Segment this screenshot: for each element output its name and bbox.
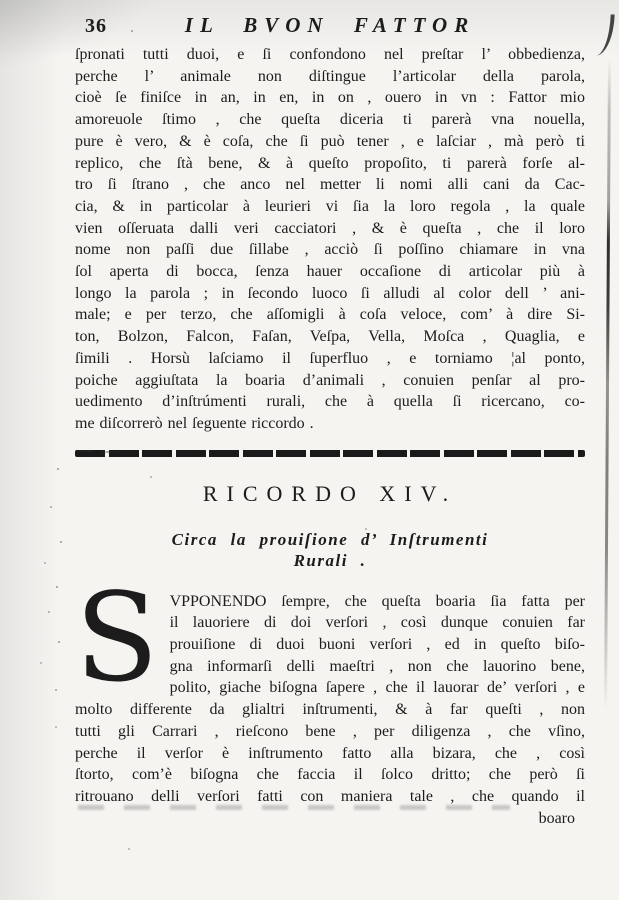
text-line: gna informarſi delli maeſtri , non che lauorino bene, <box>169 657 585 675</box>
text-line: longo la parola ; in ſecondo luoco ſi alludi al color dell ’ ani- <box>75 284 585 302</box>
text-line: ritrouano delli verſori fatti con maniera tale , che quando il <box>75 787 585 805</box>
text-line: tro ſi ſtrano , che anco nel metter li nomi alli cani da Cac- <box>75 176 585 194</box>
text-line: ſpronati tutti duoi, e ſi confondono nel preſtar l’ obbedienza, <box>75 46 585 63</box>
text-line: pure è vero, & è coſa, che ſi può tener , e laſciar , mà però ti <box>75 132 585 150</box>
text-line: perche il verſor è inſtrumento fatto alla bizara, che , così <box>75 744 585 762</box>
text-line: poiche aggiuſtata la boaria d’animali , conuien penſar al pro- <box>75 371 585 389</box>
text-line: VPPONENDO ſempre, che queſta boaria ſia fatta per <box>169 592 585 610</box>
text-line: ſol aperta di bocca, ſenza hauer occaſione di articolar più à <box>75 263 585 281</box>
section-subtitle <box>75 529 585 571</box>
text-line: prouiſione di duoi buoni verſori , ed in queſto biſo- <box>169 636 585 654</box>
catchword: boaro <box>538 809 575 827</box>
text-line: polito, giache biſogna ſapere , che il lauorar de’ verſori , e <box>169 679 585 697</box>
text-line: tutti gli Carrari , rieſcono bene , per diligenza , che vſino, <box>75 722 585 740</box>
scan-noise-specks <box>0 0 2 2</box>
text-line: cioè ſe finiſce in an, in en, in on , ouero in vn : Fattor mio <box>75 89 585 107</box>
text-line: ton, Bolzon, Falcon, Faſan, Veſpa, Vella, Moſca , Quaglia, e <box>75 328 585 346</box>
subtitle-line: Circa la prouiſione d’ Inſtrumenti <box>171 529 489 549</box>
text-line: vien oſſeruata dalli veri cacciatori , & è queſta , che il loro <box>75 219 585 237</box>
page-number: 36 <box>85 15 107 37</box>
running-title: IL BVON FATTOR <box>184 13 476 37</box>
text-line: ſtorto, com’è biſogna che faccia il ſolco dritto; che però ſi <box>75 766 585 784</box>
drop-cap-letter: S <box>75 566 159 709</box>
text-line: molto differente da glialtri inſtrumenti, & à far queſti , non <box>75 701 585 719</box>
section-heading: RICORDO XIV. <box>202 480 458 506</box>
text-line: il lauoriere di doi verſori , così dunque conuien far <box>169 614 585 632</box>
paragraph-2 <box>75 566 585 808</box>
section-divider-rule <box>75 450 585 457</box>
text-line: ſimili . Horsù laſciamo il ſuperfluo , e torniamo ¦al ponto, <box>75 349 585 367</box>
text-line: male; e per terzo, che aſſomigli à coſa veloce, com’ à dire Si- <box>75 306 585 324</box>
text-line: uedimento d’inſtrúmenti rurali, che à quella ſi ricercano, co- <box>75 393 585 411</box>
text-line: perche l’ animale non diſtingue l’articolar della parola, <box>75 67 585 85</box>
page-header <box>75 10 585 44</box>
ink-bleed-smudge <box>78 805 510 810</box>
text-line: nome non paſſi due ſillabe , acciò ſi poſſino chiamare in vna <box>75 241 585 259</box>
subtitle-line: Rurali . <box>293 550 367 570</box>
paragraph-1 <box>75 44 585 435</box>
text-line: replico, che ſtà bene, & à queſto propoſito, ti parerà forſe al- <box>75 154 585 172</box>
text-line: me diſcorrerò nel ſeguente riccordo . <box>75 414 314 432</box>
text-line: amoreuole ſtimo , che queſta diceria ti parerà vna nouella, <box>75 111 585 129</box>
text-line: cia, & in particolar à leurieri vi ſia la loro regola , la quale <box>75 197 585 215</box>
